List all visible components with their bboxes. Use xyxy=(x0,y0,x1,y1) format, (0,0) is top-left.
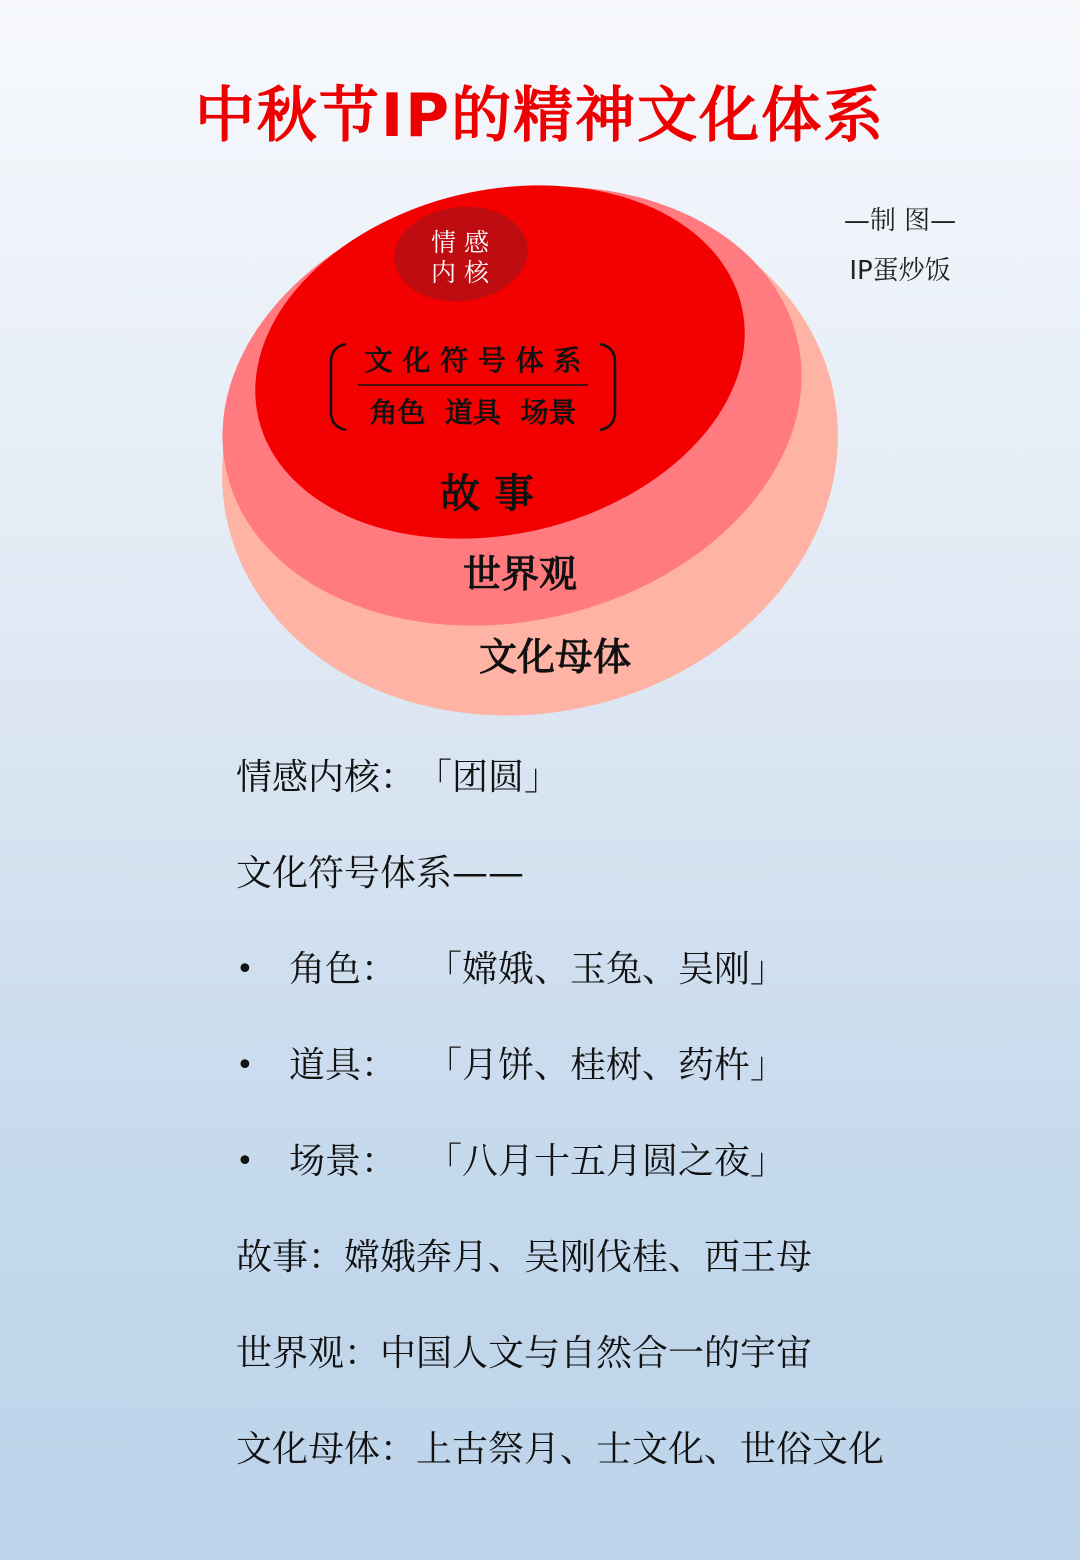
credit-author: IP蛋炒饭 xyxy=(849,256,951,286)
roles-value: 「嫦娥、玉兔、吴刚」 xyxy=(426,949,787,990)
list-item-props xyxy=(236,1034,1056,1130)
props-key: 道具： xyxy=(289,1045,398,1086)
list-item-scene xyxy=(236,1130,1056,1226)
props-value: 「月饼、桂树、药杵」 xyxy=(426,1045,787,1086)
list-item-symbol-system-heading: 文化符号体系—— xyxy=(236,853,525,894)
nested-ellipse-diagram xyxy=(0,0,1080,760)
bullet-icon: • xyxy=(236,952,254,987)
symbol-system-items: 角色 道具 场景 xyxy=(369,396,577,429)
core-label-line1: 情 感 xyxy=(431,228,489,257)
bullet-icon: • xyxy=(236,1048,254,1083)
list-item-roles xyxy=(236,938,1056,1034)
symbol-system-title: 文 化 符 号 体 系 xyxy=(364,344,582,377)
list-item-worldview xyxy=(236,1322,1056,1418)
page-title: 中秋节IP的精神文化体系 xyxy=(194,81,886,151)
scene-key: 场景： xyxy=(289,1141,398,1182)
list-item-emotional-core xyxy=(236,746,1056,842)
emotional-core-key: 情感内核： xyxy=(236,757,417,798)
story-value: 嫦娥奔月、吴刚伐桂、西王母 xyxy=(344,1237,813,1278)
credit-label: —制 图— xyxy=(843,206,957,236)
worldview-value: 中国人文与自然合一的宇宙 xyxy=(380,1333,813,1374)
culture-matrix-value: 上古祭月、士文化、世俗文化 xyxy=(416,1429,885,1470)
list-item-culture-matrix xyxy=(236,1418,1056,1514)
list-item-story xyxy=(236,1226,1056,1322)
worldview-label: 世界观 xyxy=(462,552,578,596)
bullet-icon: • xyxy=(236,1144,254,1179)
story-label: 故 事 xyxy=(440,471,534,517)
culture-matrix-label: 文化母体 xyxy=(478,635,632,679)
story-key: 故事： xyxy=(236,1237,345,1278)
roles-key: 角色： xyxy=(289,949,398,990)
scene-value: 「八月十五月圆之夜」 xyxy=(426,1141,787,1182)
emotional-core-value: 「团圆」 xyxy=(416,757,561,798)
culture-matrix-key: 文化母体： xyxy=(236,1429,417,1470)
core-label-line2: 内 核 xyxy=(431,258,489,287)
worldview-key: 世界观： xyxy=(236,1333,381,1374)
explanation-list xyxy=(236,746,1056,1514)
